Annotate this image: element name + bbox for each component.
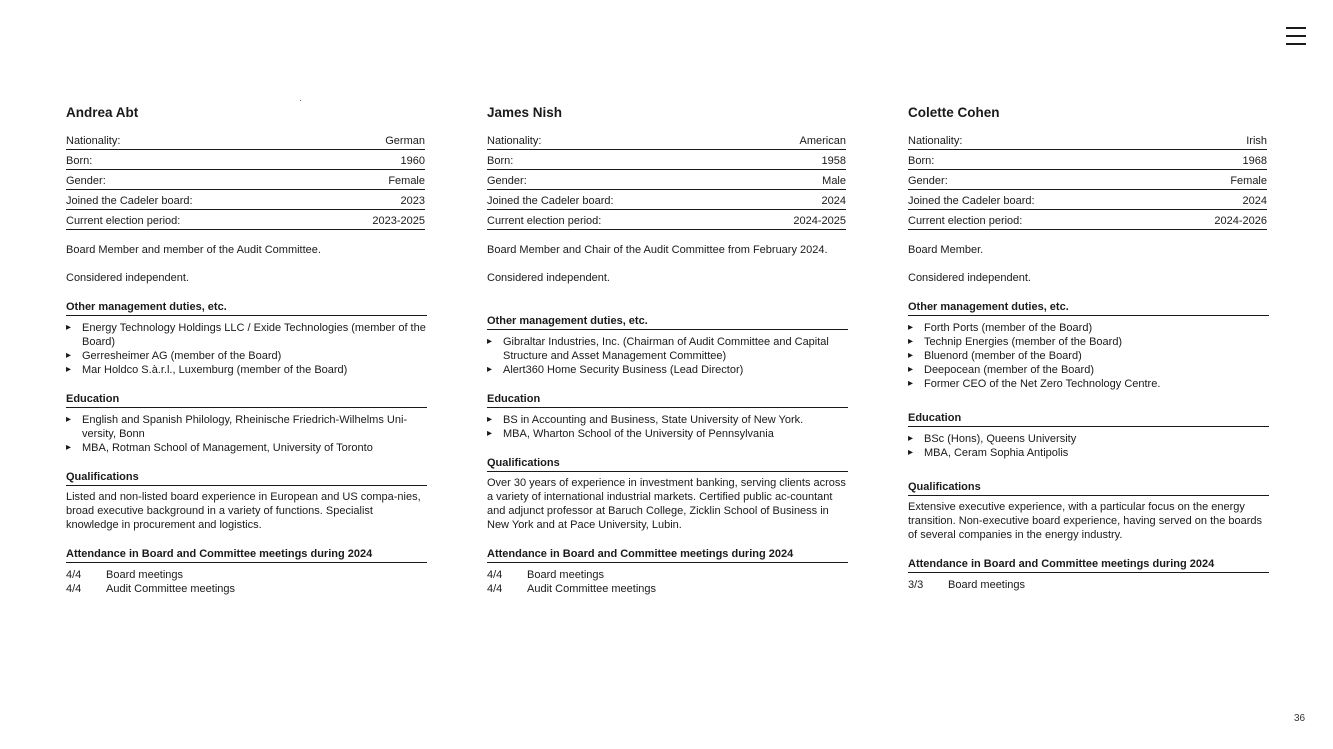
independence-text: Considered independent. [66,272,189,284]
list-item: ▸ MBA, Ceram Sophia Antipolis [908,446,1269,460]
section-heading-education: Education [66,392,427,408]
fact-value: Female [388,175,425,187]
attendance-row [66,568,427,582]
list-item: ▸ Former CEO of the Net Zero Technology Centre. [908,377,1269,391]
board-member-card [908,104,1269,592]
section-heading-qualifications: Qualifications [487,456,848,472]
fact-value: Male [822,175,846,187]
fact-label: Gender: [66,175,106,187]
fact-row-joined [908,190,1267,210]
attendance-label: Audit Committee meetings [527,583,656,595]
board-member-card [487,104,848,596]
section-heading-qualifications: Qualifications [908,480,1269,496]
fact-row-joined [66,190,425,210]
attendance-row [66,582,427,596]
fact-row-born [66,150,425,170]
fact-label: Nationality: [487,135,542,147]
fact-row-gender [66,170,425,190]
fact-value: 2024-2026 [1214,215,1267,227]
fact-row-gender [908,170,1267,190]
attendance-row [908,578,1269,592]
section-heading-other-duties: Other management duties, etc. [487,314,848,330]
member-name: Andrea Abt [66,105,139,120]
list-item: ▸ Alert360 Home Security Business (Lead Director) [487,363,848,377]
board-member-card [66,104,427,596]
fact-row-election [487,210,846,230]
fact-value: German [385,135,425,147]
role-text: Board Member. [908,244,984,256]
section-heading-other-duties: Other management duties, etc. [66,300,427,316]
fact-row-nationality [66,131,425,150]
fact-label: Born: [487,155,514,167]
duties-list [908,321,1269,391]
independence-text: Considered independent. [908,272,1031,284]
fact-label: Nationality: [66,135,121,147]
section-heading-attendance: Attendance in Board and Committee meetings during 2024 [66,547,427,563]
fact-row-election [908,210,1267,230]
fact-value: 1960 [400,155,425,167]
list-item: ▸ BSc (Hons), Queens University [908,432,1269,446]
fact-label: Gender: [908,175,948,187]
qualifications-text: Over 30 years of experience in investment banking, serving clients across a variety of international industrial markets. Certified public ac-countant and adjunct professor at Baruch College, Zicklin School of Business in New York and at Pace University, Lubin. [487,477,846,531]
list-item: ▸ Mar Holdco S.à.r.l., Luxemburg (member of the Board) [66,363,427,377]
role-text: Board Member and Chair of the Audit Committee from February 2024. [487,244,828,256]
menu-line [1286,35,1306,37]
member-name: James Nish [487,105,563,120]
fact-value: 2023 [400,195,425,207]
attendance-list [66,568,427,596]
list-item: ▸ English and Spanish Philology, Rheinische Friedrich-Wilhelms Uni-versity, Bonn [66,413,427,441]
facts-table [487,131,846,230]
independence-text: Considered independent. [487,272,610,284]
list-item: ▸ Forth Ports (member of the Board) [908,321,1269,335]
fact-value: 1968 [1242,155,1267,167]
menu-line [1286,43,1306,45]
fact-row-joined [487,190,846,210]
fact-row-born [908,150,1267,170]
fact-label: Joined the Cadeler board: [66,195,193,207]
section-heading-attendance: Attendance in Board and Committee meetings during 2024 [908,557,1269,573]
attendance-list [487,568,848,596]
page-number: 36 [1294,713,1306,724]
list-item: ▸ Gerresheimer AG (member of the Board) [66,349,427,363]
fact-label: Nationality: [908,135,963,147]
list-item: ▸ Gibraltar Industries, Inc. (Chairman of Audit Committee and Capital Structure and Asset Management Committee) [487,335,848,363]
fact-row-nationality [908,131,1267,150]
fact-value: 1958 [821,155,846,167]
fact-value: 2023-2025 [372,215,425,227]
qualifications-text: Listed and non-listed board experience in European and US compa-nies, broad executive background in a variety of functions. Specialist knowledge in procurement and logistics. [66,491,421,531]
list-item: ▸ Energy Technology Holdings LLC / Exide Technologies (member of the Board) [66,321,427,349]
stray-dot [300,100,301,101]
role-text: Board Member and member of the Audit Committee. [66,244,321,256]
list-item: ▸ MBA, Rotman School of Management, University of Toronto [66,441,427,455]
attendance-row [487,568,848,582]
attendance-row [487,582,848,596]
fact-label: Gender: [487,175,527,187]
attendance-label: Board meetings [527,569,605,581]
fact-value: 2024 [1242,195,1267,207]
list-item: ▸ MBA, Wharton School of the University of Pennsylvania [487,427,848,441]
duties-list [66,321,427,377]
education-list [487,413,848,441]
menu-line [1286,27,1306,29]
fact-label: Born: [908,155,935,167]
member-name: Colette Cohen [908,105,1000,120]
fact-label: Current election period: [66,215,181,227]
fact-row-nationality [487,131,846,150]
fact-label: Joined the Cadeler board: [487,195,614,207]
fact-label: Current election period: [487,215,602,227]
fact-label: Joined the Cadeler board: [908,195,1035,207]
list-item: ▸ Bluenord (member of the Board) [908,349,1269,363]
education-list [908,432,1269,460]
qualifications-text: Extensive executive experience, with a particular focus on the energy transition. Non-executive board experience, having served on the boards of several companies in the energy industry. [908,501,1263,541]
list-item: ▸ Technip Energies (member of the Board) [908,335,1269,349]
facts-table [908,131,1267,230]
section-heading-education: Education [908,411,1269,427]
education-list [66,413,427,455]
attendance-count: 4/4 [66,569,82,581]
section-heading-education: Education [487,392,848,408]
section-heading-qualifications: Qualifications [66,470,427,486]
fact-row-gender [487,170,846,190]
attendance-label: Audit Committee meetings [106,583,235,595]
list-item: ▸ BS in Accounting and Business, State University of New York. [487,413,848,427]
section-heading-attendance: Attendance in Board and Committee meetings during 2024 [487,547,848,563]
fact-value: 2024 [821,195,846,207]
attendance-label: Board meetings [106,569,184,581]
fact-value: American [799,135,846,147]
duties-list [487,335,848,377]
fact-value: Irish [1246,135,1267,147]
attendance-label: Board meetings [948,579,1026,591]
hamburger-menu-icon[interactable] [1286,27,1306,45]
fact-value: Female [1230,175,1267,187]
fact-row-born [487,150,846,170]
section-heading-other-duties: Other management duties, etc. [908,300,1269,316]
fact-row-election [66,210,425,230]
attendance-count: 4/4 [66,583,82,595]
fact-value: 2024-2025 [793,215,846,227]
facts-table [66,131,425,230]
attendance-count: 4/4 [487,569,503,581]
fact-label: Born: [66,155,93,167]
attendance-count: 3/3 [908,579,924,591]
attendance-count: 4/4 [487,583,503,595]
fact-label: Current election period: [908,215,1023,227]
attendance-list [908,578,1269,592]
list-item: ▸ Deepocean (member of the Board) [908,363,1269,377]
